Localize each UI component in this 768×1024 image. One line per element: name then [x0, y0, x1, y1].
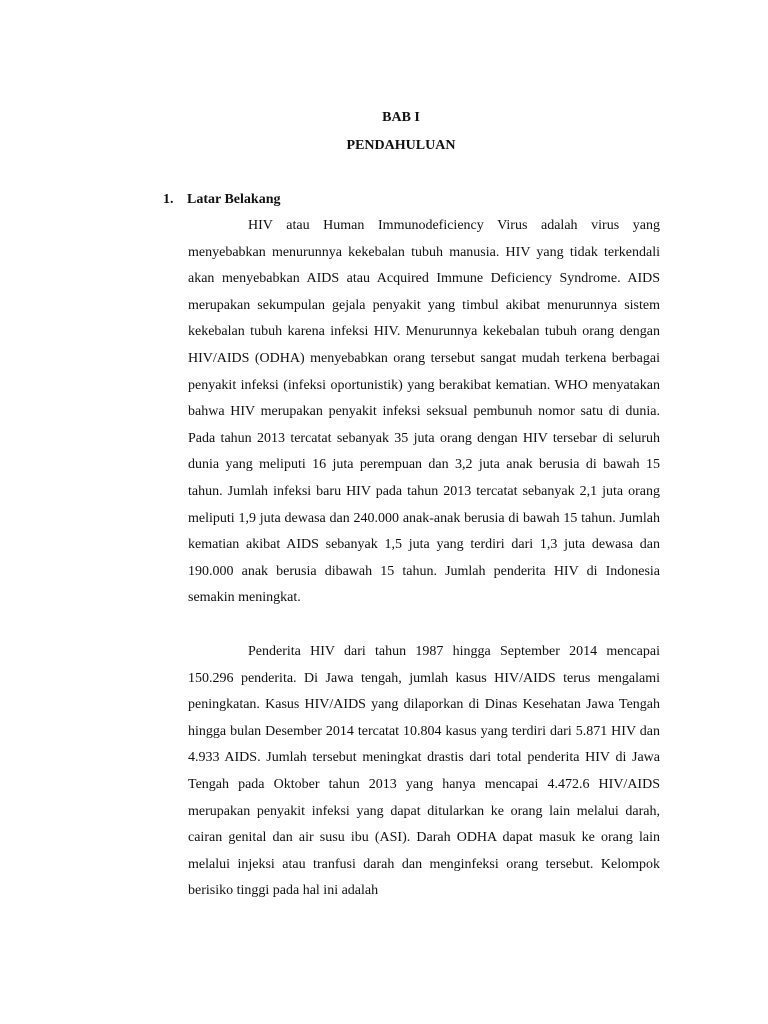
body-paragraph-1: HIV atau Human Immunodeficiency Virus adalah virus yang menyebabkan menurunnya kekebalan tubuh manusia. HIV yang tidak terkendali akan menyebabkan AIDS atau Acquired Immune Deficiency Syndrome. AIDS merupakan sekumpulan gejala penyakit yang timbul akibat menurunnya sistem kekebalan tubuh karena infeksi HIV. Menurunnya kekebalan tubuh orang dengan HIV/AIDS (ODHA) menyebabkan orang tersebut sangat mudah terkena berbagai penyakit infeksi (infeksi oportunistik) yang berakibat kematian. WHO menyatakan bahwa HIV merupakan penyakit infeksi seksual pembunuh nomor satu di dunia. Pada tahun 2013 tercatat sebanyak 35 juta orang dengan HIV tersebar di seluruh dunia yang meliputi 16 juta perempuan dan 3,2 juta anak berusia di bawah 15 tahun. Jumlah infeksi baru HIV pada tahun 2013 tercatat sebanyak 2,1 juta orang meliputi 1,9 juta dewasa dan 240.000 anak-anak berusia di bawah 15 tahun. Jumlah kematian akibat AIDS sebanyak 1,5 juta yang terdiri dari 1,3 juta dewasa dan 190.000 anak berusia dibawah 15 tahun. Jumlah penderita HIV di Indonesia semakin meningkat. [188, 218, 660, 606]
section-title: Latar Belakang [187, 192, 281, 207]
section-heading [163, 190, 280, 210]
section-number: 1. [163, 192, 174, 207]
body-paragraph-2: Penderita HIV dari tahun 1987 hingga September 2014 mencapai 150.296 penderita. Di Jawa tengah, jumlah kasus HIV/AIDS terus mengalami peningkatan. Kasus HIV/AIDS yang dilaporkan di Dinas Kesehatan Jawa Tengah hingga bulan Desember 2014 tercatat 10.804 kasus yang terdiri dari 5.871 HIV dan 4.933 AIDS. Jumlah tersebut meningkat drastis dari total penderita HIV di Jawa Tengah pada Oktober tahun 2013 yang hanya mencapai 4.472.6 HIV/AIDS merupakan penyakit infeksi yang dapat ditularkan ke orang lain melalui darah, cairan genital dan air susu ibu (ASI). Darah ODHA dapat masuk ke orang lain melalui injeksi atau tranfusi darah dan menginfeksi orang tersebut. Kelompok berisiko tinggi pada hal ini adalah [188, 644, 660, 899]
chapter-title: PENDAHULUAN [346, 138, 456, 153]
chapter-number: BAB I [382, 110, 420, 125]
